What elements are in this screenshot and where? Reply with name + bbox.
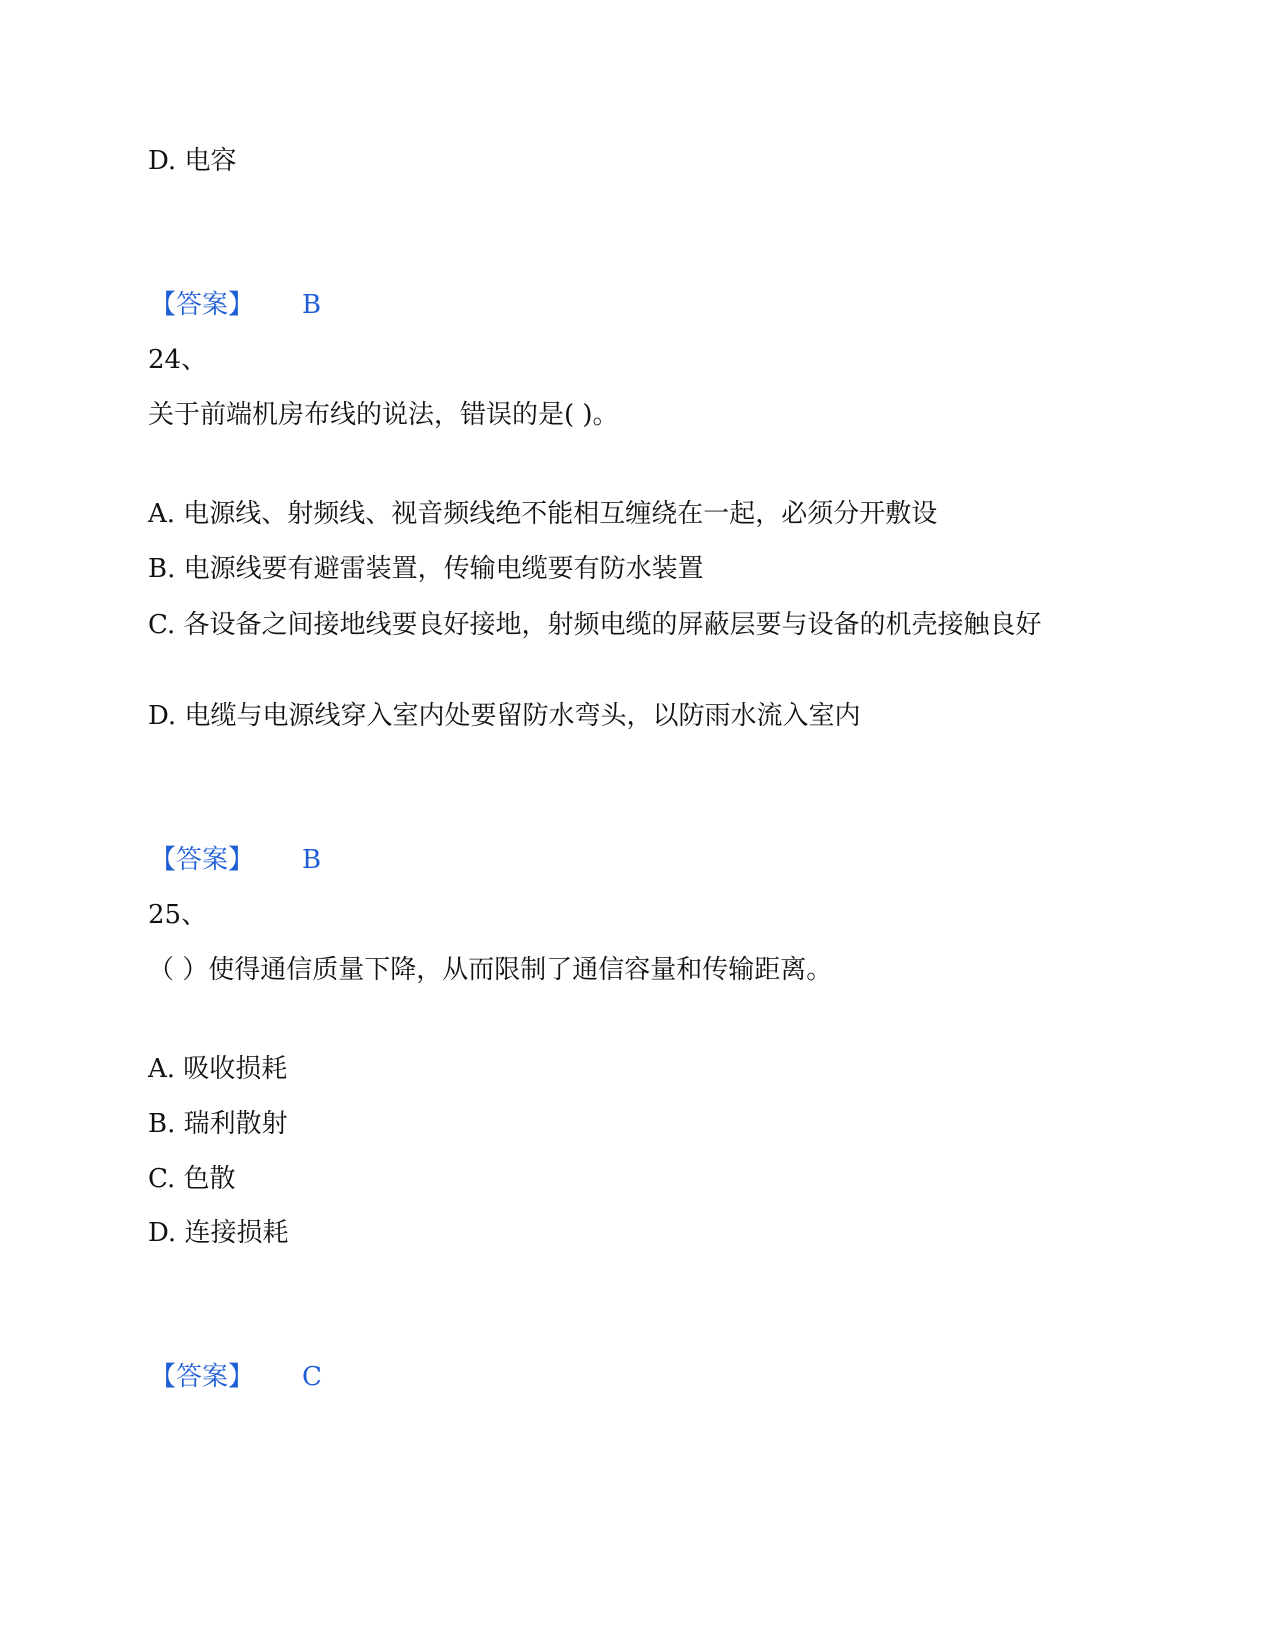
question-25-number: 25、 xyxy=(148,900,208,930)
answer-label: 【答案】 xyxy=(150,290,255,320)
answer-value: B xyxy=(302,845,322,875)
question-25-answer xyxy=(150,1359,322,1395)
prev-answer xyxy=(150,287,321,323)
answer-label: 【答案】 xyxy=(150,1362,255,1392)
answer-value: B xyxy=(302,290,322,320)
question-24-option-d: D. 电缆与电源线穿入室内处要留防水弯头，以防雨水流入室内 xyxy=(148,701,861,731)
question-24-stem: 关于前端机房布线的说法，错误的是( )。 xyxy=(148,400,619,430)
answer-value: C xyxy=(302,1362,322,1392)
question-25-option-b: B. 瑞利散射 xyxy=(148,1109,288,1139)
question-24-option-c: C. 各设备之间接地线要良好接地，射频电缆的屏蔽层要与设备的机壳接触良好 xyxy=(148,610,1042,640)
question-25-option-c: C. 色散 xyxy=(148,1164,236,1194)
answer-label: 【答案】 xyxy=(150,845,255,875)
question-25-option-d: D. 连接损耗 xyxy=(148,1218,289,1248)
question-24-number: 24、 xyxy=(148,345,208,375)
question-25-stem: （ ）使得通信质量下降，从而限制了通信容量和传输距离。 xyxy=(148,955,833,985)
question-24-answer xyxy=(150,842,321,878)
prev-option-d: D. 电容 xyxy=(148,146,237,176)
question-25-option-a: A. 吸收损耗 xyxy=(148,1054,288,1084)
question-24-option-b: B. 电源线要有避雷装置，传输电缆要有防水装置 xyxy=(148,554,704,584)
question-24-option-a: A. 电源线、射频线、视音频线绝不能相互缠绕在一起，必须分开敷设 xyxy=(148,499,938,529)
